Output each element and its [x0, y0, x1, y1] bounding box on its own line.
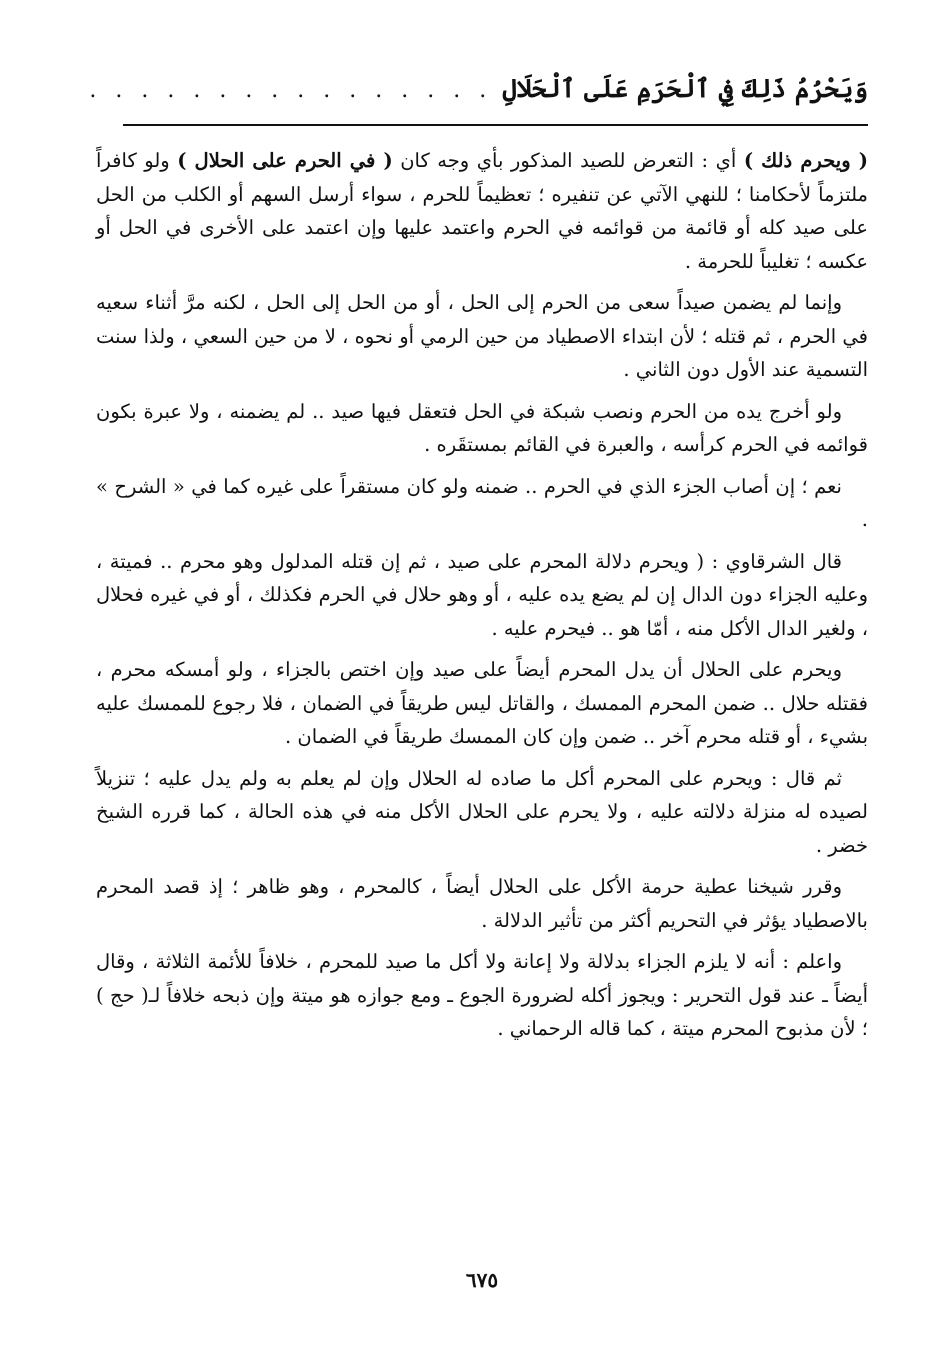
matn-quote-lead: ( ويحرم ذلك ) — [743, 149, 868, 172]
running-header — [89, 48, 868, 104]
paragraph-5: قال الشرقاوي : ( ويحرم دلالة المحرم على صيد ، ثم إن قتله المدلول وهو محرم .. فميتة ، وعليه الجزاء دون الدال إن لم يضع يده عليه ، أو وهو حلال في الحرم فكذلك ، أو في غيره فحلال ، ولغير الدال الأكل منه ، أمّا هو .. فيحرم عليه . — [96, 549, 868, 640]
paragraph-9: واعلم : أنه لا يلزم الجزاء بدلالة ولا إعانة ولا أكل ما صيد للمحرم ، خلافاً للأئمة الثلاثة ، وقال أيضاً ـ عند قول التحرير : ويجوز أكله لضرورة الجوع ـ ومع جوازه هو ميتة وإن ذبحه خلافاً لـ( حج ) ؛ لأن مذبوح المحرم ميتة ، كما قاله الرحماني . — [96, 950, 868, 1040]
paragraph-6: ويحرم على الحلال أن يدل المحرم أيضاً على صيد وإن اختص بالجزاء ، ولو أمسكه محرم ، فقتله حلال .. ضمن المحرم الممسك ، والقاتل ليس طريقاً في الضمان ، فلا رجوع للممسك عليه بشيء ، أو قتله محرم آخر .. ضمن وإن كان الممسك طريقاً في الضمان . — [96, 658, 868, 748]
header-leader-dots: . . . . . . . . . . . . . . . . — [89, 77, 493, 103]
paragraph-4: نعم ؛ إن أصاب الجزء الذي في الحرم .. ضمنه ولو كان مستقراً على غيره كما في « الشرح » . — [96, 474, 868, 531]
paragraph-3: ولو أخرج يده من الحرم ونصب شبكة في الحل فتعقل فيها صيد .. لم يضمنه ، ولا عبرة بكون قوائمه في الحرم كرأسه ، والعبرة في القائم بمستقَره . — [96, 399, 868, 456]
matn-quote-mid: ( في الحرم على الحلال ) — [177, 149, 393, 172]
paragraph-2: وإنما لم يضمن صيداً سعى من الحرم إلى الحل ، أو من الحل إلى الحل ، لكنه مرَّ أثناء سعيه في الحرم ، ثم قتله ؛ لأن ابتداء الاصطياد من حين الرمي أو نحوه ، لا من حين السعي ، ولذا سنت التسمية عند الأول دون الثاني . — [96, 291, 868, 381]
header-title: وَيَحْرُمُ ذَلِكَ فِي ٱلْحَرَمِ عَلَى ٱلْحَلَالِ — [502, 74, 868, 103]
book-page — [89, 40, 868, 1340]
paragraph-8: وقرر شيخنا عطية حرمة الأكل على الحلال أيضاً ، كالمحرم ، وهو ظاهر ؛ إذ قصد المحرم بالاصطياد يؤثر في التحريم أكثر من تأثير الدلالة . — [96, 875, 868, 932]
header-rule — [123, 124, 868, 126]
page-number: ٦٧٥ — [465, 1268, 499, 1292]
paragraph-1-tail: ولو كافراً ملتزماً لأحكامنا ؛ للنهي الآتي عن تنفيره ؛ تعظيماً للحرم ، سواء أرسل السهم أو الكلب من الحل على صيد كله أو قائمة من قوائمه في الحرم واعتمد عليها وإن اعتمد على الأخرى في الحل أو عكسه ؛ تغليباً للحرمة . — [96, 149, 868, 273]
paragraph-7: ثم قال : ويحرم على المحرم أكل ما صاده له الحلال وإن لم يعلم به ولم يدل عليه ؛ تنزيلاً لصيده له منزلة دلالته عليه ، ولا يحرم على الحلال الأكل منه في هذه الحالة ، كما قرره الشيخ خضر . — [96, 766, 868, 857]
paragraph-1 — [96, 144, 868, 278]
paragraph-1-text: أي : التعرض للصيد المذكور بأي وجه كان — [392, 149, 744, 172]
body-text — [96, 144, 868, 1054]
